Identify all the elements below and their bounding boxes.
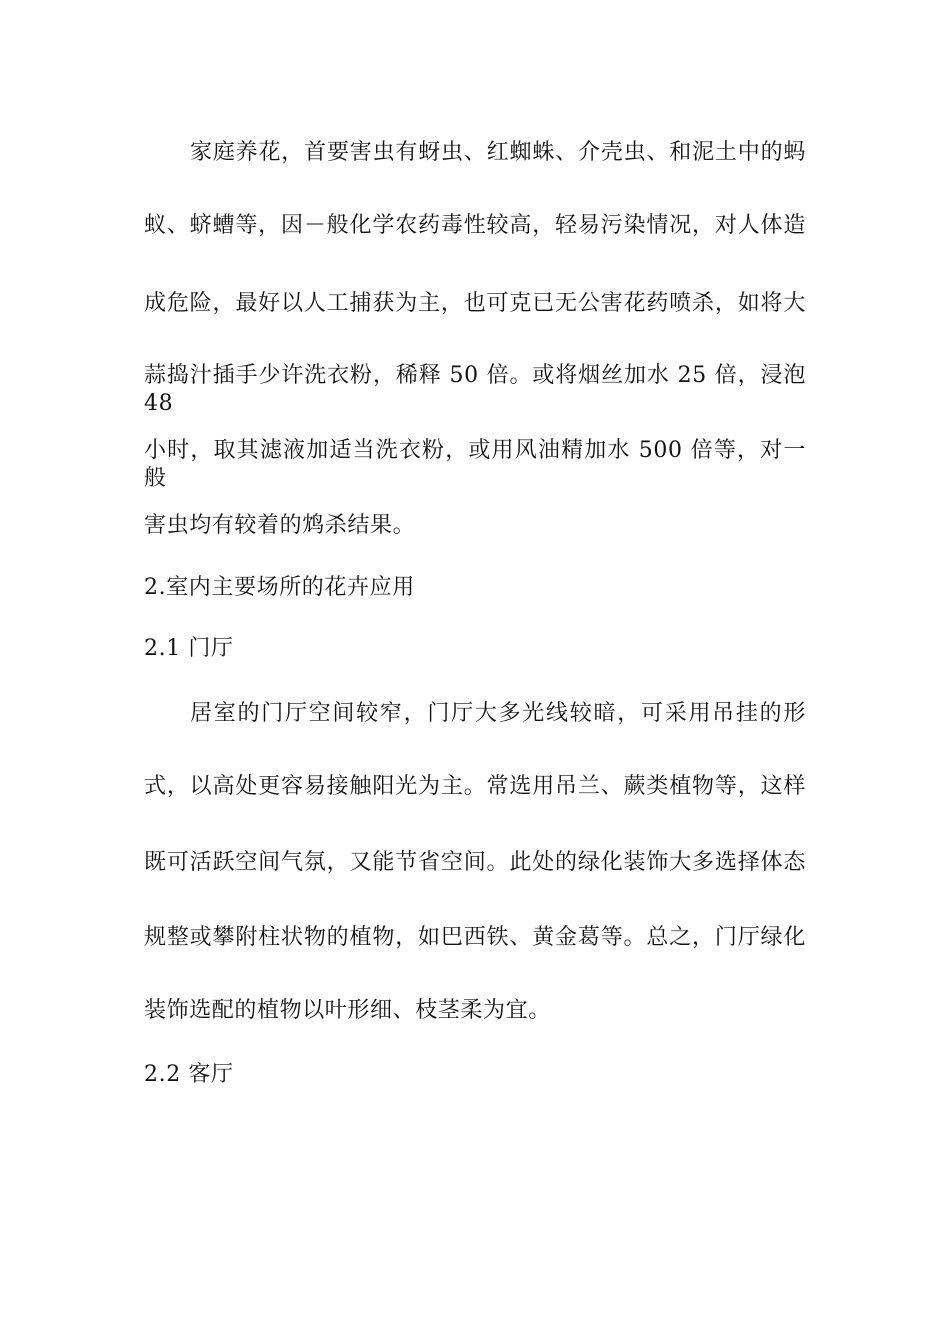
section-heading-2: 2.室内主要场所的花卉应用: [144, 575, 415, 600]
paragraph-2-line-3: 既可活跃空间气氛，又能节省空间。此处的绿化装饰大多选择体态: [144, 850, 806, 875]
paragraph-1-line-5: 小时，取其滤液加适当洗衣粉，或用风油精加水 500 倍等，对一般: [144, 438, 806, 491]
section-heading-2-1: 2.1 门厅: [144, 636, 234, 661]
paragraph-2-line-4: 规整或攀附柱状物的植物，如巴西铁、黄金葛等。总之，门厅绿化: [144, 925, 806, 950]
paragraph-1-line-4: 蒜捣汁插手少许洗衣粉，稀释 50 倍。或将烟丝加水 25 倍，浸泡 48: [144, 363, 806, 416]
paragraph-1-line-2: 蚁、蛴螬等，因－般化学农药毒性较高，轻易污染情况，对人体造: [144, 213, 806, 238]
paragraph-1-line-6: 害虫均有较着的鸩杀结果。: [144, 513, 416, 538]
paragraph-2-line-5: 装饰选配的植物以叶形细、枝茎柔为宜。: [144, 998, 551, 1023]
paragraph-1-line-1: 家庭养花，首要害虫有蚜虫、红蜘蛛、介壳虫、和泥土中的蚂: [190, 140, 806, 165]
paragraph-1-line-3: 成危险，最好以人工捕获为主，也可克已无公害花药喷杀，如将大: [144, 291, 806, 316]
paragraph-2-line-1: 居室的门厅空间较窄，门厅大多光线较暗，可采用吊挂的形: [190, 701, 806, 726]
paragraph-2-line-2: 式，以高处更容易接触阳光为主。常选用吊兰、蕨类植物等，这样: [144, 774, 806, 799]
section-heading-2-2: 2.2 客厅: [144, 1062, 234, 1087]
